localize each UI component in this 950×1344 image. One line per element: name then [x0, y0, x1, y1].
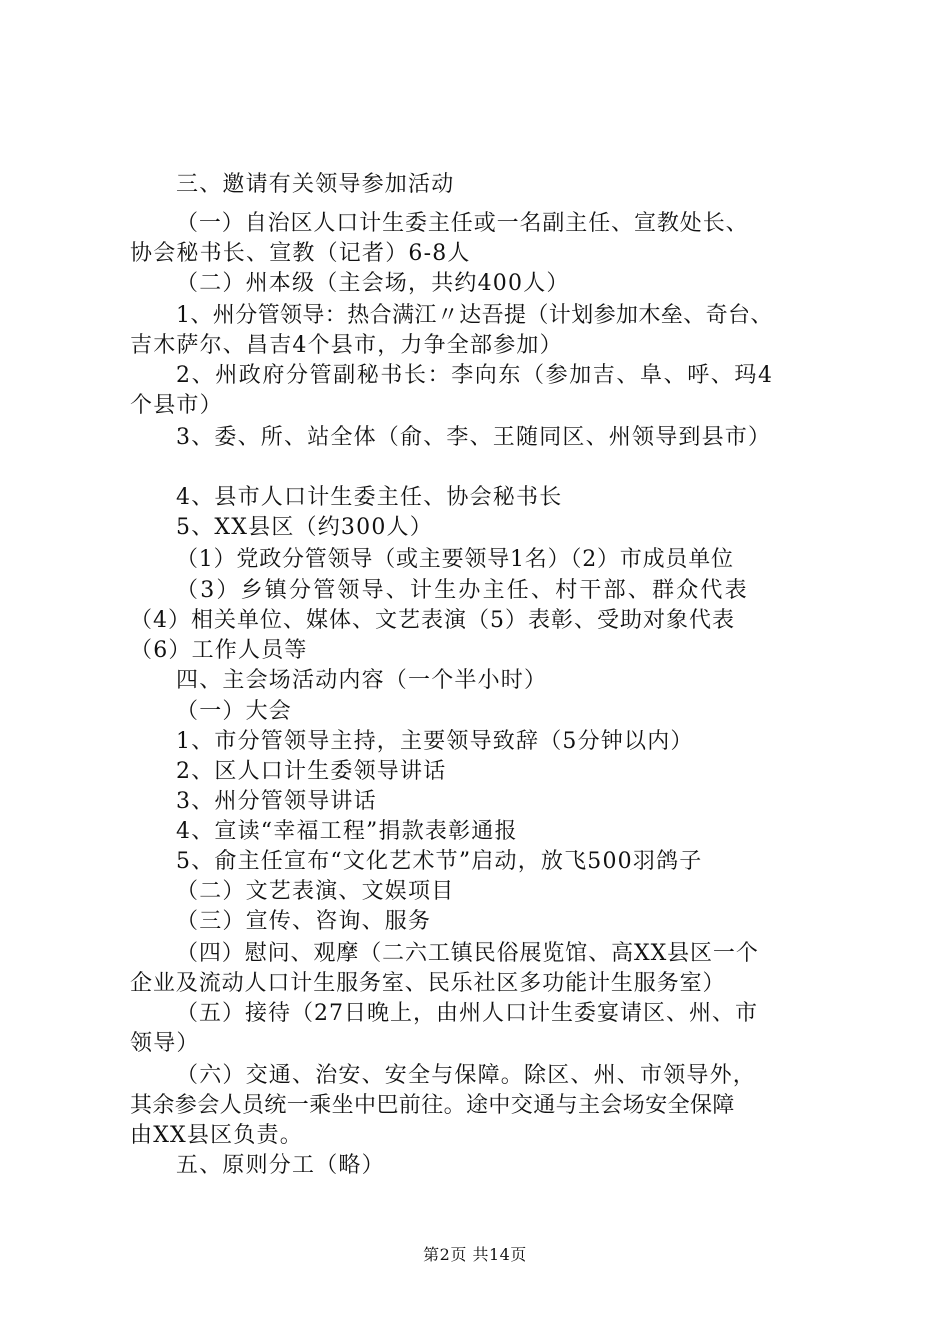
- text-line: 5、XX县区（约300人）: [176, 515, 433, 540]
- text-line: （一）自治区人口计生委主任或一名副主任、宣教处长、: [176, 211, 749, 236]
- text-line: 3、州分管领导讲话: [176, 789, 377, 814]
- text-line: 4、宣读“幸福工程”捐款表彰通报: [176, 819, 518, 844]
- text-line: （四）慰问、观摩（二六工镇民俗展览馆、高XX县区一个: [176, 941, 759, 966]
- text-line: 协会秘书长、宣教（记者）6-8人: [130, 241, 471, 266]
- text-line: 1、市分管领导主持，主要领导致辞（5分钟以内）: [176, 729, 694, 754]
- text-line: 2、区人口计生委领导讲话: [176, 759, 447, 784]
- text-line: （二）州本级（主会场，共约400人）: [176, 271, 570, 296]
- text-line: （二）文艺表演、文娱项目: [176, 879, 455, 904]
- text-line: 2、州政府分管副秘书长：李向东（参加吉、阜、呼、玛4: [176, 363, 774, 388]
- text-line: 三、邀请有关领导参加活动: [176, 172, 455, 197]
- text-line: 5、俞主任宣布“文化艺术节”启动，放飞500羽鸽子: [176, 849, 703, 874]
- text-line: 吉木萨尔、昌吉4个县市，力争全部参加）: [130, 333, 563, 358]
- text-line: （4）相关单位、媒体、文艺表演（5）表彰、受助对象代表: [130, 608, 735, 633]
- text-line: （三）宣传、咨询、服务: [176, 909, 432, 934]
- text-line: 企业及流动人口计生服务室、民乐社区多功能计生服务室）: [130, 971, 726, 996]
- text-line: （6）工作人员等: [130, 638, 308, 663]
- text-line: （一）大会: [176, 699, 293, 724]
- text-line: （1）党政分管领导（或主要领导1名）（2）市成员单位: [176, 547, 734, 572]
- text-line: （五）接待（27日晚上，由州人口计生委宴请区、州、市: [176, 1001, 758, 1026]
- text-line: 领导）: [130, 1031, 200, 1056]
- text-line: 其余参会人员统一乘坐中巴前往。途中交通与主会场安全保障: [130, 1093, 735, 1118]
- text-line: 1、州分管领导：热合满江〃达吾提（计划参加木垒、奇台、: [176, 303, 773, 328]
- text-line: （3）乡镇分管领导、计生办主任、村干部、群众代表: [176, 578, 749, 603]
- text-line: 4、县市人口计生委主任、协会秘书长: [176, 485, 563, 510]
- text-line: 个县市）: [130, 393, 223, 418]
- text-line: 四、主会场活动内容（一个半小时）: [176, 668, 548, 693]
- text-line: 五、原则分工（略）: [176, 1153, 385, 1178]
- page-number-footer: 第2页 共14页: [423, 1245, 527, 1264]
- text-line: （六）交通、治安、安全与保障。除区、州、市领导外，: [176, 1063, 757, 1088]
- text-line: 由XX县区负责。: [130, 1123, 303, 1148]
- text-line: 3、委、所、站全体（俞、李、王随同区、州领导到县市）: [176, 425, 772, 450]
